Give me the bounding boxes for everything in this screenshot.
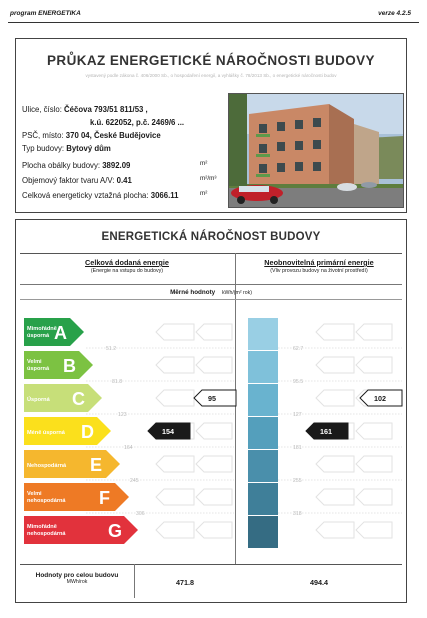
- program-name: program ENERGETIKA: [10, 10, 81, 17]
- class-label-C: Úsporná: [27, 397, 50, 403]
- class-letter-B: B: [63, 356, 76, 376]
- class-label-B: Velmi: [27, 359, 42, 365]
- envelope-area-value: 3892.09: [102, 161, 131, 170]
- threshold-left: 245: [130, 478, 139, 484]
- footer-label: Hodnoty pro celou budovu: [35, 572, 119, 579]
- primary-bar-segment-C: [248, 384, 278, 416]
- class-letter-D: D: [81, 422, 94, 442]
- class-arrow-B: [24, 351, 93, 379]
- delivered-marker-outline-value: 95: [208, 394, 216, 403]
- primary-bar-segment-A: [248, 318, 278, 350]
- delivered-energy-title: Celková dodaná energie: [85, 258, 169, 267]
- building-photo: [228, 93, 404, 208]
- envelope-area-unit: m²: [200, 160, 208, 167]
- empty-marker-left: [156, 456, 194, 472]
- shape-factor-line: [22, 176, 132, 185]
- psc-value: 370 04, České Budějovice: [65, 131, 161, 140]
- footer-label-box: [20, 572, 134, 585]
- class-label-A: úsporná: [27, 333, 50, 339]
- type-value: Bytový dům: [66, 144, 111, 153]
- empty-marker-left: [156, 489, 194, 505]
- threshold-left: 306: [136, 511, 145, 517]
- shape-factor-unit: m²/m³: [200, 175, 217, 182]
- primary-energy-title: Neobnovitelná primární energie: [264, 258, 374, 267]
- class-label-E: Nehospodárná: [27, 463, 67, 469]
- threshold-left: 164: [124, 445, 133, 451]
- threshold-right: 62.7: [293, 346, 304, 352]
- empty-marker-left-2: [196, 522, 232, 538]
- class-label-F: Velmi: [27, 491, 42, 497]
- empty-marker-right: [316, 357, 354, 373]
- empty-marker-right: [316, 324, 354, 340]
- certificate-title: PRŮKAZ ENERGETICKÉ NÁROČNOSTI BUDOVY: [47, 53, 375, 68]
- empty-marker-left: [156, 324, 194, 340]
- street-value: Čéčova 793/51 811/53 ,: [64, 105, 148, 114]
- shape-factor-label: Objemový faktor tvaru A/V:: [22, 176, 115, 185]
- threshold-right: 95.5: [293, 379, 304, 385]
- threshold-right: 181: [293, 445, 302, 451]
- class-label-F: nehospodárná: [27, 498, 66, 504]
- rating-chart-svg: [16, 220, 406, 602]
- empty-marker-right-2: [356, 357, 392, 373]
- specific-values-label: Měrné hodnoty: [170, 289, 216, 296]
- delivered-energy-subtitle: (Energie na vstupu do budovy): [90, 268, 164, 274]
- delivered-marker-filled-value: 154: [162, 427, 174, 436]
- threshold-left: 123: [118, 412, 127, 418]
- empty-marker-right: [316, 390, 354, 406]
- class-letter-E: E: [90, 455, 103, 475]
- empty-marker-left: [156, 390, 194, 406]
- class-label-D: Méně úsporná: [27, 430, 65, 436]
- class-letter-A: A: [54, 323, 67, 343]
- psc-label: PSČ, místo:: [22, 131, 64, 140]
- empty-marker-right-2: [356, 489, 392, 505]
- energy-rating-box: [15, 219, 407, 603]
- primary-marker-filled-value: 161: [320, 427, 332, 436]
- empty-marker-right-2: [356, 456, 392, 472]
- empty-marker-right-2: [356, 423, 392, 439]
- empty-marker-right-2: [356, 522, 392, 538]
- class-label-G: Mimořádně: [27, 524, 57, 530]
- empty-marker-right: [316, 522, 354, 538]
- empty-marker-left-2: [196, 489, 232, 505]
- type-line: [22, 144, 111, 153]
- primary-bar-segment-F: [248, 483, 278, 515]
- empty-marker-left: [156, 357, 194, 373]
- class-letter-G: G: [108, 521, 123, 541]
- specific-values-unit: kWh/(m² rok): [221, 290, 252, 296]
- primary-marker-outline-value: 102: [374, 394, 386, 403]
- header-divider: [8, 22, 419, 23]
- type-label: Typ budovy:: [22, 144, 65, 153]
- reference-area-line: [22, 191, 179, 200]
- class-label-B: úsporná: [27, 366, 50, 372]
- psc-line: [22, 131, 161, 140]
- primary-energy-subtitle: (Vliv provozu budovy na životní prostředí): [270, 268, 368, 274]
- primary-bar-segment-B: [248, 351, 278, 383]
- cadastre-value: k.ú. 622052, p.č. 2469/6 ...: [90, 118, 185, 127]
- empty-marker-right: [316, 489, 354, 505]
- street-label: Ulice, číslo:: [22, 105, 62, 114]
- primary-bar-segment-E: [248, 450, 278, 482]
- primary-bar-segment-G: [248, 516, 278, 548]
- reference-area-label: Celková energeticky vztažná plocha:: [22, 191, 149, 200]
- empty-marker-right: [316, 456, 354, 472]
- class-letter-F: F: [99, 488, 110, 508]
- empty-marker-left-2: [196, 456, 232, 472]
- footer-delivered-value: 471.8: [176, 578, 194, 587]
- reference-area-unit: m²: [200, 190, 208, 197]
- shape-factor-value: 0.41: [116, 176, 132, 185]
- footer-unit: MWh/rok: [66, 579, 88, 585]
- footer-divider: [20, 564, 402, 565]
- empty-marker-left: [156, 522, 194, 538]
- program-version: verze 4.2.5: [378, 10, 411, 17]
- threshold-left: 51.2: [106, 346, 117, 352]
- class-letter-C: C: [72, 389, 85, 409]
- envelope-area-line: [22, 161, 130, 170]
- primary-bar-segment-D: [248, 417, 278, 449]
- envelope-area-label: Plocha obálky budovy:: [22, 161, 101, 170]
- empty-marker-left-2: [196, 357, 232, 373]
- certificate-header-box: [15, 38, 407, 213]
- street-line: [22, 105, 148, 114]
- certificate-subtitle: vystavený podle zákona č. 406/2000 Sb., o hospodaření energií, a vyhlášky č. 78/2013 Sb., o energetické náročnosti budov: [85, 73, 337, 78]
- empty-marker-left-2: [196, 423, 232, 439]
- threshold-right: 127: [293, 412, 302, 418]
- threshold-left: 81.8: [112, 379, 123, 385]
- class-label-G: nehospodárná: [27, 531, 66, 537]
- footer-primary-value: 494.4: [310, 578, 328, 587]
- rating-chart: [16, 220, 406, 602]
- empty-marker-left-2: [196, 324, 232, 340]
- class-label-A: Mimořádně: [27, 326, 57, 332]
- class-arrow-F: [24, 483, 129, 511]
- threshold-right: 255: [293, 478, 302, 484]
- reference-area-value: 3066.11: [150, 191, 179, 200]
- empty-marker-right-2: [356, 324, 392, 340]
- cadastre-line: [90, 118, 184, 127]
- threshold-right: 318: [293, 511, 302, 517]
- energy-title: ENERGETICKÁ NÁROČNOST BUDOVY: [101, 231, 321, 243]
